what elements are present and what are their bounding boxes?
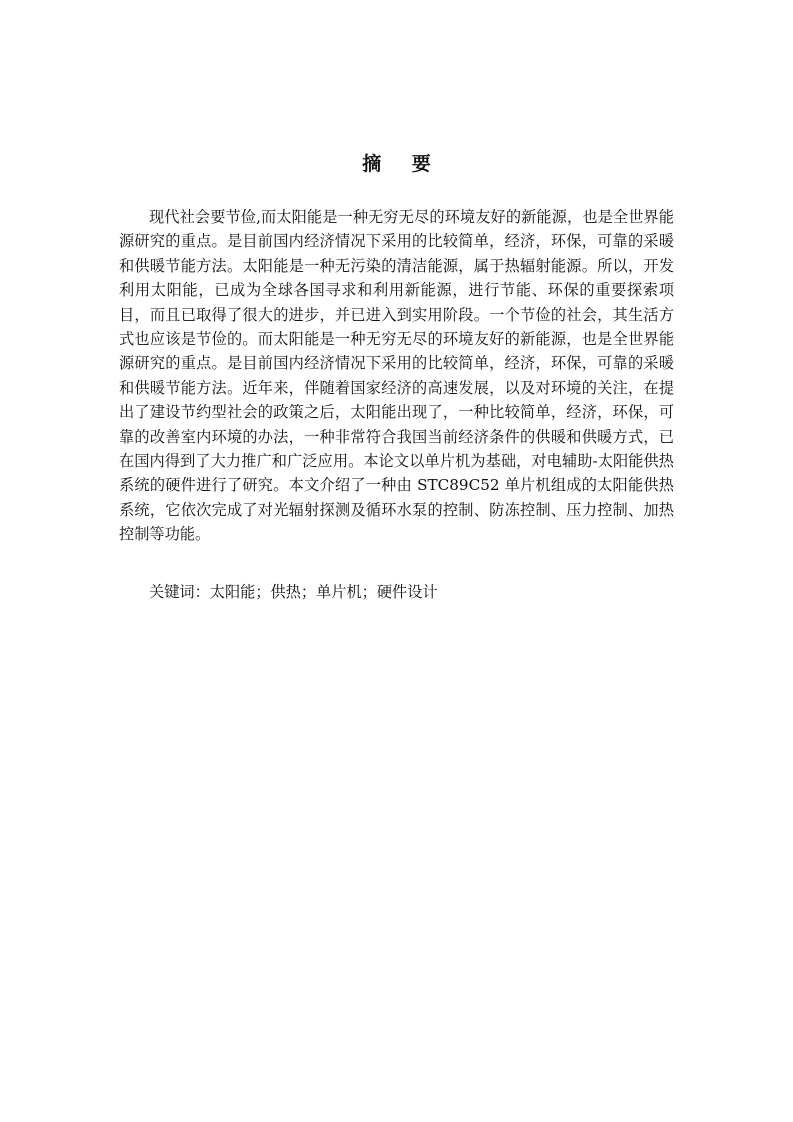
page-title: 摘 要 xyxy=(362,153,443,175)
abstract-paragraph: 现代社会要节俭,而太阳能是一种无穷无尽的环境友好的新能源，也是全世界能源研究的重点。是目前国内经济情况下采用的比较简单，经济，环保，可靠的采暖和供暖节能方法。太阳能是一种无污染的清洁能源，属于热辐射能源。所以，开发利用太阳能，已成为全球各国寻求和利用新能源，进行节能、环保的重要探索项目，而且已取得了很大的进步，并已进入到实用阶段。一个节俭的社会，其生活方式也应该是节俭的。而太阳能是一种无穷无尽的环境友好的新能源，也是全世界能源研究的重点。是目前国内经济情况下采用的比较简单，经济，环保，可靠的采暖和供暖节能方法。近年来，伴随着国家经济的高速发展，以及对环境的关注，在提出了建设节约型社会的政策之后，太阳能出现了，一种比较简单，经济，环保，可靠的改善室内环境的办法，一种非常符合我国当前经济条件的供暖和供暖方式，已在国内得到了大力推广和广泛应用。本论文以单片机为基础，对电辅助-太阳能供热系统的硬件进行了研究。本文介绍了一种由 STC89C52 单片机组成的太阳能供热系统，它依次完成了对光辐射探测及循环水泵的控制、防冻控制、压力控制、加热控制等功能。 xyxy=(119,208,674,544)
keywords-line: 关键词：太阳能；供热；单片机；硬件设计 xyxy=(149,583,438,601)
